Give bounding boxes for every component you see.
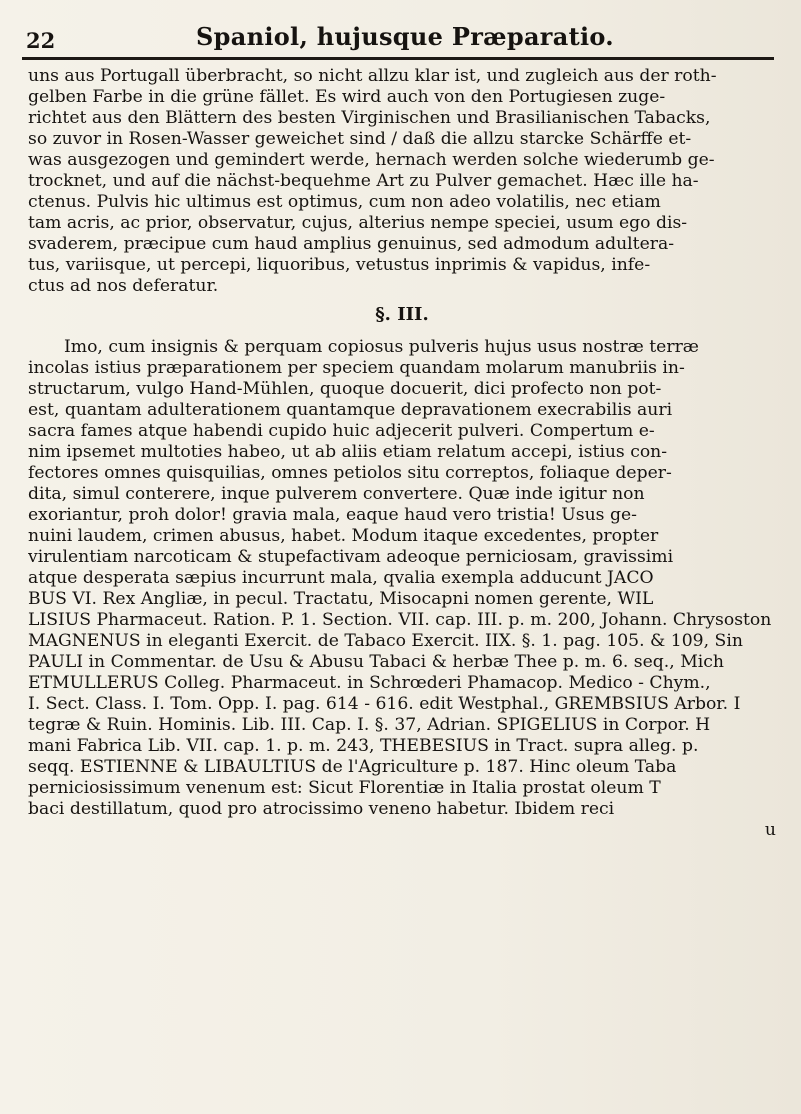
text-line: virulentiam narcoticam & stupefactivam adeoque perniciosam, gravissimi <box>28 547 674 567</box>
page-number: 22 <box>26 28 56 53</box>
text-line: tus, variisque, ut percepi, liquoribus, vetustus inprimis & vapidus, infe- <box>28 255 651 275</box>
text-line: u <box>764 820 776 840</box>
text-line: MAGNENUS in eleganti Exercit. de Tabaco Exercit. IIX. §. 1. pag. 105. & 109, Sin <box>28 631 743 651</box>
text-line: nim ipsemet multoties habeo, ut ab aliis etiam relatum accepi, istius con- <box>28 442 668 462</box>
text-line: uns aus Portugall überbracht, so nicht allzu klar ist, und zugleich aus der roth- <box>28 66 717 86</box>
text-line: BUS VI. Rex Angliæ, in pecul. Tractatu, Misocapni nomen gerente, WIL <box>28 589 654 609</box>
paragraph-2 <box>28 337 776 841</box>
text-line: baci destillatum, quod pro atrocissimo veneno habetur. Ibidem reci <box>28 799 615 819</box>
text-line: trocknet, und auf die nächst-bequehme Art zu Pulver gemachet. Hæc ille ha- <box>28 171 699 191</box>
text-line: incolas istius præparationem per speciem quandam molarum manubriis in- <box>28 358 685 378</box>
text-body <box>28 66 776 841</box>
text-line: ctenus. Pulvis hic ultimus est optimus, cum non adeo volatilis, nec etiam <box>28 192 661 212</box>
text-line: LISIUS Pharmaceut. Ration. P. 1. Section. VII. cap. III. p. m. 200, Johann. Chrysoston <box>28 610 772 630</box>
text-line: seqq. ESTIENNE & LIBAULTIUS de l'Agriculture p. 187. Hinc oleum Taba <box>28 757 677 777</box>
text-line: mani Fabrica Lib. VII. cap. 1. p. m. 243, THEBESIUS in Tract. supra alleg. p. <box>28 736 699 756</box>
text-line: structarum, vulgo Hand-Mühlen, quoque docuerit, dici profecto non pot- <box>28 379 662 399</box>
text-line: perniciosissimum venenum est: Sicut Florentiæ in Italia prostat oleum T <box>28 778 661 798</box>
text-line: exoriantur, proh dolor! gravia mala, eaque haud vero tristia! Usus ge- <box>28 505 637 525</box>
text-line: so zuvor in Rosen-Wasser geweichet sind / daß die allzu starcke Schärffe et- <box>28 129 692 149</box>
text-line: nuini laudem, crimen abusus, habet. Modum itaque excedentes, propter <box>28 526 659 546</box>
text-line: atque desperata sæpius incurrunt mala, qvalia exempla adducunt JACO <box>28 568 654 588</box>
header-rule <box>22 57 774 60</box>
text-line: svaderem, præcipue cum haud amplius genuinus, sed admodum adultera- <box>28 234 675 254</box>
text-line: sacra fames atque habendi cupido huic adjecerit pulveri. Compertum e- <box>28 421 655 441</box>
text-line: gelben Farbe in die grüne fället. Es wird auch von den Portugiesen zuge- <box>28 87 666 107</box>
text-line: Imo, cum insignis & perquam copiosus pulveris hujus usus nostræ terræ <box>64 337 699 357</box>
text-line: ETMULLERUS Colleg. Pharmaceut. in Schrœderi Phamacop. Medico - Chym., <box>28 673 711 693</box>
text-line: was ausgezogen und gemindert werde, hernach werden solche wiederumb ge- <box>28 150 715 170</box>
text-line: richtet aus den Blättern des besten Virginischen und Brasilianischen Tabacks, <box>28 108 711 128</box>
text-line: PAULI in Commentar. de Usu & Abusu Tabaci & herbæ Thee p. m. 6. seq., Mich <box>28 652 724 672</box>
text-line: dita, simul conterere, inque pulverem convertere. Quæ inde igitur non <box>28 484 645 504</box>
section-heading: §. III. <box>375 304 429 325</box>
text-line: tegræ & Ruin. Hominis. Lib. III. Cap. I. §. 37, Adrian. SPIGELIUS in Corpor. H <box>28 715 711 735</box>
text-line: fectores omnes quisquilias, omnes petiolos situ correptos, foliaque deper- <box>28 463 672 483</box>
text-line: ctus ad nos deferatur. <box>28 276 219 296</box>
page-header <box>22 20 782 56</box>
text-line: est, quantam adulterationem quantamque depravationem execrabilis auri <box>28 400 673 420</box>
text-line: I. Sect. Class. I. Tom. Opp. I. pag. 614 - 616. edit Westphal., GREMBSIUS Arbor. I <box>28 694 741 714</box>
text-line: tam acris, ac prior, observatur, cujus, alterius nempe speciei, usum ego dis- <box>28 213 688 233</box>
running-title: Spaniol, hujusque Præparatio. <box>196 22 614 51</box>
paragraph-1 <box>28 66 776 297</box>
